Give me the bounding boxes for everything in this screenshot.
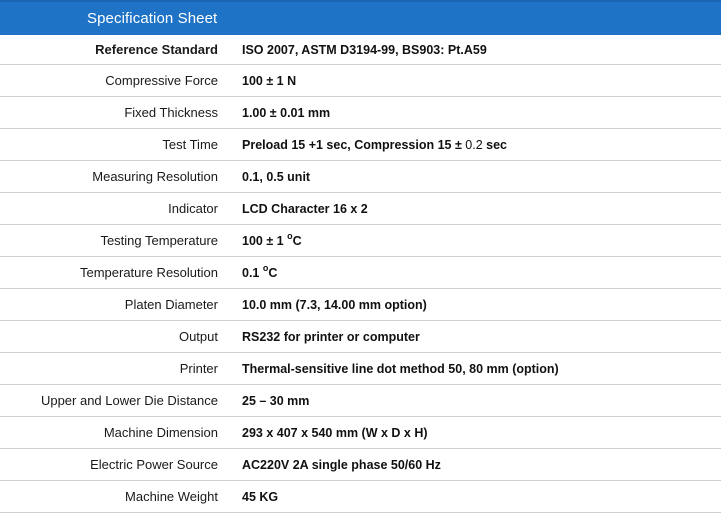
spec-value: 25 – 30 mm: [242, 393, 310, 408]
spec-label: Printer: [179, 361, 218, 376]
spec-label: Machine Dimension: [103, 425, 218, 440]
spec-value: Thermal-sensitive line dot method 50, 80 mm (option): [242, 361, 559, 376]
spec-label: Indicator: [168, 201, 218, 216]
spec-value-main: 0.1: [242, 266, 263, 281]
spec-row-printer: [0, 353, 721, 385]
spec-row-testing-temperature: [0, 225, 721, 257]
spec-row-output: [0, 321, 721, 353]
spec-label: Test Time: [162, 137, 218, 152]
spec-value-tolerance: 0.2: [461, 137, 483, 152]
spec-value: 45 KG: [242, 489, 279, 504]
spec-row-power-source: [0, 449, 721, 481]
spec-table: [0, 35, 721, 513]
spec-value: LCD Character 16 x 2: [242, 201, 368, 216]
spec-label: Temperature Resolution: [79, 265, 218, 280]
spec-label: Machine Weight: [125, 489, 218, 504]
spec-row-test-time: [0, 129, 721, 161]
spec-row-die-distance: [0, 385, 721, 417]
spec-label: Platen Diameter: [124, 297, 218, 312]
sheet-title: Specification Sheet: [87, 10, 218, 27]
spec-value: 1.00 ± 0.01 mm: [242, 105, 331, 120]
spec-label: Upper and Lower Die Distance: [40, 393, 218, 408]
spec-label: Reference Standard: [95, 42, 218, 57]
spec-value: [218, 232, 302, 248]
spec-value: ISO 2007, ASTM D3194-99, BS903: Pt.A59: [242, 42, 487, 57]
degree-symbol: o: [262, 263, 269, 274]
spec-value: [218, 138, 507, 152]
degree-symbol: o: [287, 231, 293, 242]
sheet-header: [0, 0, 721, 35]
spec-value-unit: C: [268, 266, 278, 281]
spec-row-indicator: [0, 193, 721, 225]
spec-row-temperature-resolution: [0, 257, 721, 289]
spec-row-machine-dimension: [0, 417, 721, 449]
spec-label: Fixed Thickness: [124, 105, 218, 120]
spec-label: Output: [178, 329, 218, 344]
spec-value-main: Preload 15 +1 sec, Compression 15 ±: [242, 137, 462, 152]
spec-value: 100 ± 1 N: [242, 73, 297, 88]
spec-value-unit: C: [292, 234, 302, 249]
spec-value: AC220V 2A single phase 50/60 Hz: [242, 457, 441, 472]
spec-row-measuring-resolution: [0, 161, 721, 193]
spec-label: Testing Temperature: [100, 233, 218, 248]
spec-label: Compressive Force: [105, 73, 218, 88]
spec-value: [218, 264, 277, 280]
spec-row-reference-standard: [0, 35, 721, 65]
spec-row-compressive-force: [0, 65, 721, 97]
spec-value-main: 100 ± 1: [242, 234, 288, 249]
spec-label: Electric Power Source: [90, 457, 218, 472]
spec-value: 0.1, 0.5 unit: [242, 169, 311, 184]
spec-row-machine-weight: [0, 481, 721, 513]
spec-row-fixed-thickness: [0, 97, 721, 129]
spec-value: 10.0 mm (7.3, 14.00 mm option): [242, 297, 427, 312]
spec-label: Measuring Resolution: [92, 169, 218, 184]
spec-value: 293 x 407 x 540 mm (W x D x H): [242, 425, 428, 440]
spec-value: RS232 for printer or computer: [242, 329, 420, 344]
spec-row-platen-diameter: [0, 289, 721, 321]
spec-value-unit: sec: [482, 137, 508, 152]
